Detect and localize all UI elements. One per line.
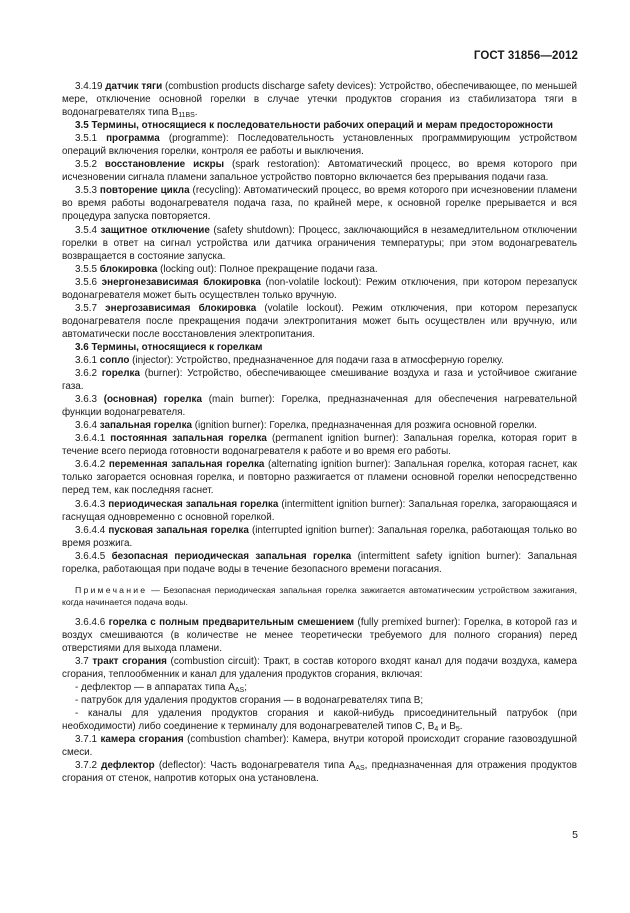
- list-item-deflector: - дефлектор — в аппаратах типа $A_{AS}$;: [75, 682, 247, 695]
- term-3-6-4-3: 3.6.4.3 периодическая запальная горелка (intermittent ignition burner): Запальная горелка, загорающаяся и гаснущая одновременно с основной горелкой.: [62, 498, 578, 523]
- note: Примечание — Безопасная периодическая запальная горелка зажигается автоматическим устройством зажигания, когда начинается подача воды.: [62, 584, 577, 607]
- term-3-6-4-2: 3.6.4.2 переменная запальная горелка (alternating ignition burner): Запальная горелка, которая гаснет, как только загорается основная горелка, и повторно разжигается от пламени основной горелки непосредственно перед тем, как последняя гаснет.: [62, 459, 577, 497]
- term-3-6-3: 3.6.3 (основная) горелка (main burner): Горелка, предназначенная для обеспечения нагревательной функции водонагревателя.: [62, 394, 577, 419]
- term-3-5-1: 3.5.1 программа (programme): Последовательность установленных программирующим устройством операций включения горелки, контроля ее работы и выключения.: [62, 133, 577, 158]
- term-3-5-5: 3.5.5 блокировка (locking out): Полное прекращение подачи газа.: [75, 263, 378, 275]
- term-3-6-4-1: 3.6.4.1 постоянная запальная горелка (permanent ignition burner): Запальная горелка, которая горит в течение всего периода готовности водонагревателя к работе и во время его работы.: [62, 433, 577, 458]
- note-label: Примечание: [75, 584, 148, 595]
- term-3-6-1: 3.6.1 сопло (injector): Устройство, предназначенное для подачи газа в атмосферную горелку.: [75, 354, 504, 366]
- term-3-7: 3.7 тракт сгорания (combustion circuit): Тракт, в состав которого входят канал для подачи воздуха, камера сгорания, теплообменник и канал для удаления продуктов сгорания, включая:: [62, 655, 577, 680]
- term-3-6-4-4: 3.6.4.4 пусковая запальная горелка (interrupted ignition burner): Запальная горелка, работающая только во время розжига.: [62, 524, 577, 549]
- term-3-5-3: 3.5.3 повторение цикла (recycling): Автоматический процесс, во время которого при исчезновении пламени во время работы водонагревателя подача газа, по крайней мере, к основной горелке прерывается и вся процедура запуска повторяется.: [62, 185, 577, 223]
- term-3-6-4: 3.6.4 запальная горелка (ignition burner): Горелка, предназначенная для розжига основной горелки.: [75, 420, 538, 432]
- term-3-6-4-6: 3.6.4.6 горелка с полным предварительным смешением (fully premixed burner): Горелка, в которой газ и воздух смешиваются (в количестве не менее теоретически требуемого для полного сгорания) перед отверстиями для выхода пламени.: [62, 616, 577, 654]
- term-3-5-4: 3.5.4 защитное отключение (safety shutdown): Процесс, заключающийся в незамедлительном отключении горелки в ответ на сигнал устройства или датчика ограничения температуры; при этом водонагреватель возвращается в состояние запуска.: [62, 224, 577, 262]
- section-3-5-heading: 3.5 Термины, относящиеся к последовательности рабочих операций и мерам предосторожности: [75, 120, 553, 132]
- term-3-7-1: 3.7.1 камера сгорания (combustion chamber): Камера, внутри которой происходит сгорание газовоздушной смеси.: [62, 734, 578, 759]
- term-3-4-19: 3.4.19 датчик тяги (combustion products discharge safety devices): Устройство, обеспечивающее, по меньшей мере, отключение основной горелки в случае утечки продуктов сгорания из стабилизатора тяги в водонагревателях типа $B_{11BS}$.: [62, 81, 578, 120]
- document-header: ГОСТ 31856—2012: [473, 50, 578, 62]
- page-number: 5: [572, 829, 578, 841]
- document-body: [62, 80, 577, 785]
- term-3-5-6: 3.5.6 энергонезависимая блокировка (non-volatile lockout): Режим отключения, при котором перезапуск водонагревателя может быть осуществлен только вручную.: [62, 276, 577, 301]
- term-3-5-2: 3.5.2 восстановление искры (spark restoration): Автоматический процесс, во время которого при исчезновении сигнала пламени запальное устройство повторно включается без прерывания подачи газа.: [62, 159, 577, 184]
- term-3-6-2: 3.6.2 горелка (burner): Устройство, обеспечивающее смешивание воздуха и газа и устойчивое сжигание газа.: [62, 368, 577, 393]
- section-3-6-heading: 3.6 Термины, относящиеся к горелкам: [75, 341, 263, 353]
- list-item-ducts: - каналы для удаления продуктов сгорания и какой-нибудь присоединительный патрубок (при необходимости) либо соединение к терминалу для водонагревателей типов C, $B_4$ и $B_5$.: [62, 708, 577, 734]
- term-3-6-4-5: 3.6.4.5 безопасная периодическая запальная горелка (intermittent safety ignition burner): Запальная горелка, работающая при подаче воды в течение безопасного времени погасания.: [62, 550, 577, 575]
- term-3-5-7: 3.5.7 энергозависимая блокировка (volatile lockout). Режим отключения, при котором перезапуск водонагревателя после прекращения подачи электропитания может быть осуществлен или вручную, или автоматически после восстановления электропитания.: [62, 302, 577, 340]
- term-3-7-2: 3.7.2 дефлектор (deflector): Часть водонагревателя типа $A_{AS}$, предназначенная для отражения продуктов сгорания от стенок, напротив которых она установлена.: [62, 760, 577, 785]
- list-item-flue-pipe: - патрубок для удаления продуктов сгорания — в водонагревателях типа B;: [75, 695, 424, 707]
